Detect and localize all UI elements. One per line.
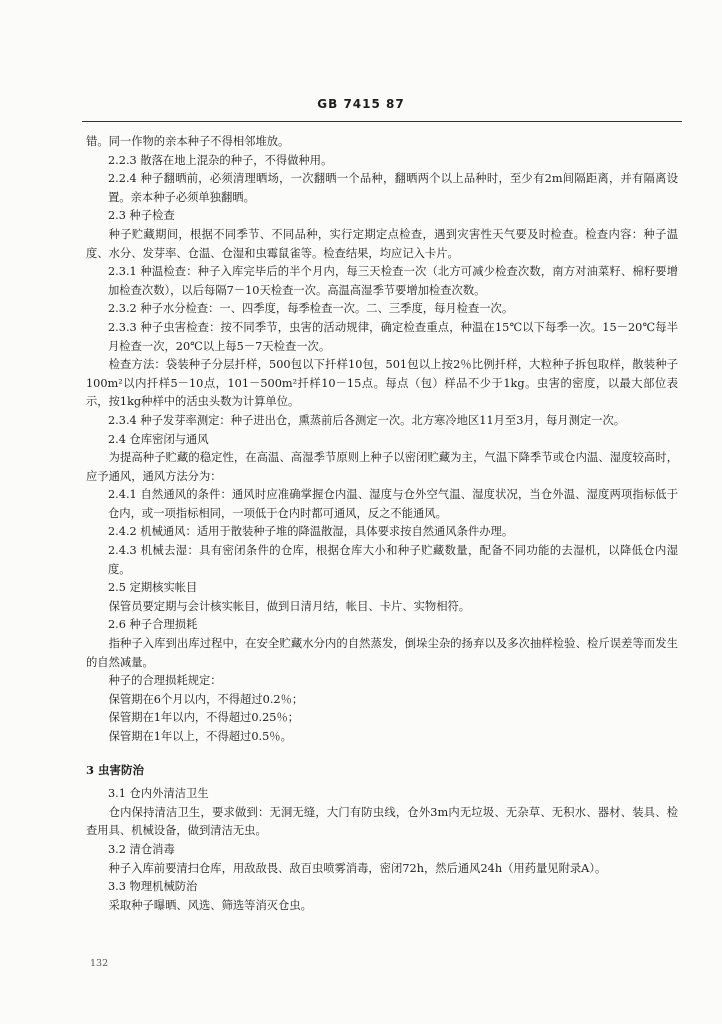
page-number: 132: [90, 958, 109, 969]
paragraph: 保管员要定期与会计核实帐目，做到日清月结，帐目、卡片、实物相符。: [108, 599, 471, 613]
paragraph: 仓内保持清洁卫生，要求做到：无洞无缝，大门有防虫线，仓外3m内无垃圾、无杂草、无积水、器材、装具、检查用具、机械设备，做到清洁无虫。: [86, 805, 678, 838]
clause-2-3-2: 2.3.2 种子水分检查：一、四季度，每季检查一次。二、三季度，每月检查一次。: [108, 302, 514, 316]
paragraph: 指种子入库到出库过程中，在安全贮藏水分内的自然蒸发，倒垛尘杂的扬弃以及多次抽样检验、检斤误差等而发生的自然减量。: [86, 637, 678, 669]
paragraph: 采取种子曝晒、风选、筛选等消灭仓虫。: [108, 898, 312, 912]
heading-2-4: 2.4 仓库密闭与通风: [108, 432, 209, 446]
clause-2-2-3: 2.2.3 散落在地上混杂的种子，不得做种用。: [108, 153, 333, 167]
clause-2-4-2: 2.4.2 机械通风：适用于散装种子堆的降温散湿，具体要求按自然通风条件办理。: [108, 525, 514, 539]
paragraph: 为提高种子贮藏的稳定性，在高温、高湿季节原则上种子以密闭贮藏为主，气温下降季节或仓内温、湿度较高时，应予通风，通风方法分为：: [86, 451, 678, 483]
list-item: 保管期在1年以内，不得超过0.25％；: [108, 711, 300, 725]
section-heading-3: 3 虫害防治: [86, 762, 145, 777]
clause-2-4-1: 2.4.1 自然通风的条件：通风时应准确掌握仓内温、湿度与仓外空气温、湿度状况，当仓外温、湿度两项指标低于仓内，或一项指标相同，一项低于仓内时都可通风，反之不能通风。: [108, 488, 678, 520]
list-item: 保管期在6个月以内，不得超过0.2％；: [108, 692, 304, 706]
heading-3-1: 3.1 仓内外清洁卫生: [108, 787, 209, 801]
heading-2-5: 2.5 定期核实帐目: [108, 581, 198, 595]
list-item: 保管期在1年以上，不得超过0.5％。: [108, 730, 292, 743]
clause-2-3-4: 2.3.4 种子发芽率测定：种子进出仓，熏蒸前后各测定一次。北方寒冷地区11月至3月，每月测定一次。: [108, 413, 626, 427]
clause-2-3-3: 2.3.3 种子虫害检查：按不同季节，虫害的活动规律，确定检查重点，种温在15℃以下每季一次。15－20℃每半月检查一次，20℃以上每5－7天检查一次。: [108, 320, 678, 353]
page-header: GB 7415 87: [317, 97, 405, 111]
clause-2-3-1: 2.3.1 种温检查：种子入库完毕后的半个月内，每三天检查一次（北方可减少检查次数，南方对油菜籽、棉籽要增加检查次数），以后每隔7－10天检查一次。高温高湿季节要增加检查次数。: [108, 265, 678, 297]
paragraph: 检查方法：袋装种子分层扦样，500包以下扦样10包，501包以上按2％比例扦样，大粒种子拆包取样，散装种子100m²以内扦样5－10点，101－500m²扦样10－15点。每点（包）样品不少于1kg。虫害的密度，以最大部位表示，按1kg种样中的活虫头数为计算单位。: [86, 358, 678, 409]
paragraph: 种子贮藏期间，根据不同季节、不同品种，实行定期定点检查，遇到灾害性天气要及时检查。检查内容：种子温度、水分、发芽率、仓温、仓湿和虫霉鼠雀等。检查结果，均应记入卡片。: [86, 227, 678, 260]
document-body: [86, 133, 678, 915]
heading-3-3: 3.3 物理机械防治: [108, 880, 198, 894]
heading-2-6: 2.6 种子合理损耗: [108, 618, 198, 632]
paragraph: 种子入库前要清扫仓库，用敌敌畏、敌百虫喷雾消毒，密闭72h，然后通风24h（用药量见附录A）。: [108, 861, 607, 875]
heading-3-2: 3.2 清仓消毒: [108, 842, 175, 856]
clause-2-2-4: 2.2.4 种子翻晒前，必须清理晒场，一次翻晒一个品种，翻晒两个以上品种时，至少有2m间隔距离，并有隔离设置。亲本种子必须单独翻晒。: [108, 172, 678, 204]
paragraph: 错。同一作物的亲本种子不得相邻堆放。: [86, 135, 290, 148]
clause-2-4-3: 2.4.3 机械去湿：具有密闭条件的仓库，根据仓库大小和种子贮藏数量，配备不同功能的去湿机，以降低仓内湿度。: [108, 544, 678, 576]
header-rule: [82, 121, 682, 122]
heading-2-3: 2.3 种子检查: [108, 209, 175, 223]
paragraph: 种子的合理损耗规定：: [108, 674, 222, 688]
